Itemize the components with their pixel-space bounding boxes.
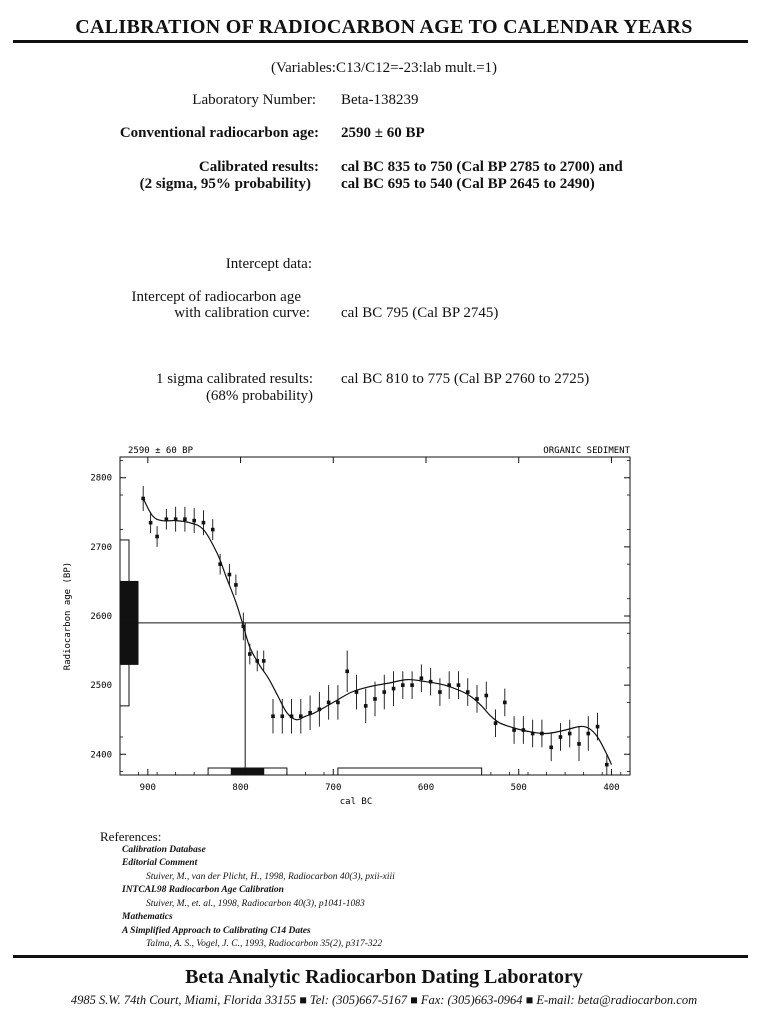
data-point <box>228 573 232 577</box>
data-point <box>174 517 178 521</box>
one-sigma-label-2: (68% probability) <box>205 388 313 404</box>
data-point <box>242 625 246 629</box>
reference-citation: Stuiver, M., et. al., 1998, Radiocarbon 40(3), p1041-1083 <box>146 898 365 909</box>
data-point <box>559 735 563 739</box>
intercept-label-2: with calibration curve: <box>174 305 310 321</box>
data-point <box>512 728 516 732</box>
references <box>100 830 395 952</box>
footer-rule <box>13 955 748 958</box>
data-point <box>327 701 331 705</box>
data-point <box>577 742 581 746</box>
one-sigma-label-1: 1 sigma calibrated results: <box>155 371 313 387</box>
reference-title: INTCAL98 Radiocarbon Age Calibration <box>122 885 284 895</box>
lab-address: 4985 S.W. 74th Court, Miami, Florida 33155 ■ Tel: (305)667-5167 ■ Fax: (305)663-0964 ■ E-mail: beta@radiocarbon.com <box>70 993 698 1007</box>
calibration-chart <box>60 440 660 810</box>
x-tick-label: 500 <box>510 783 527 793</box>
x-axis-label: cal BC <box>339 797 373 807</box>
y-tick-label: 2600 <box>90 612 112 622</box>
data-point <box>345 670 349 674</box>
one-sigma-cal-bar <box>231 768 263 775</box>
conventional-age-label: Conventional radiocarbon age: <box>119 125 319 141</box>
data-point <box>568 732 572 736</box>
chart-title-right: ORGANIC SEDIMENT <box>543 446 630 456</box>
lab-number-value: Beta-138239 <box>341 92 419 108</box>
data-point <box>218 562 222 566</box>
data-point <box>503 701 507 705</box>
data-point <box>234 583 238 587</box>
calibrated-probability-label: (2 sigma, 95% probability) <box>139 176 311 192</box>
y-tick-label: 2800 <box>90 473 112 484</box>
data-point <box>531 732 535 736</box>
data-point <box>141 497 145 501</box>
header-rule <box>13 40 748 43</box>
data-point <box>364 704 368 708</box>
data-point <box>586 732 590 736</box>
data-point <box>192 519 196 523</box>
x-tick-label: 900 <box>139 783 156 793</box>
tick-group <box>90 457 630 793</box>
data-point <box>165 517 169 521</box>
data-point <box>447 683 451 687</box>
intercept-data-label: Intercept data: <box>225 256 312 272</box>
calibration-chart-svg <box>60 440 660 810</box>
data-point <box>318 708 322 712</box>
two-sigma-cal-bar <box>338 768 482 775</box>
probability-bars <box>120 540 482 775</box>
data-point <box>202 521 206 525</box>
x-tick-label: 400 <box>603 783 620 793</box>
data-point <box>540 732 544 736</box>
data-point <box>248 652 252 656</box>
calibrated-label: Calibrated results: <box>198 159 319 175</box>
data-point <box>308 711 312 715</box>
data-point <box>255 659 259 663</box>
plot-frame <box>120 457 630 775</box>
reference-title: Editorial Comment <box>122 858 198 868</box>
lab-name: Beta Analytic Radiocarbon Dating Laboratory <box>185 966 583 988</box>
calibrated-value-1: cal BC 835 to 750 (Cal BP 2785 to 2700) and <box>341 159 623 175</box>
data-point <box>183 517 187 521</box>
data-point <box>355 690 359 694</box>
data-point <box>262 659 266 663</box>
data-point <box>457 683 461 687</box>
x-tick-label: 600 <box>417 783 435 793</box>
x-tick-label: 700 <box>325 783 342 793</box>
y-tick-label: 2500 <box>90 681 112 692</box>
data-point <box>438 690 442 694</box>
reference-citation: Stuiver, M., van der Plicht, H., 1998, Radiocarbon 40(3), pxii-xiii <box>146 871 395 882</box>
reference-title: Calibration Database <box>122 844 206 855</box>
data-point <box>420 676 424 680</box>
data-point <box>549 746 553 750</box>
data-point <box>149 521 153 525</box>
data-point <box>280 714 284 718</box>
y-tick-label: 2400 <box>90 750 112 761</box>
data-point <box>290 714 294 718</box>
data-point <box>373 697 377 701</box>
references-list <box>100 844 395 952</box>
calibration-curve-group <box>143 499 611 765</box>
data-point <box>392 687 396 691</box>
y-axis-label: Radiocarbon age (BP) <box>63 561 73 671</box>
calibrated-value-2: cal BC 695 to 540 (Cal BP 2645 to 2490) <box>341 176 595 192</box>
references-heading: References: <box>100 829 162 844</box>
variables-line: (Variables:C13/C12=-23:lab mult.=1) <box>270 60 498 76</box>
data-point <box>475 697 479 701</box>
y-tick-label: 2700 <box>90 542 112 553</box>
data-point <box>382 690 386 694</box>
data-point <box>596 725 600 729</box>
data-point <box>429 680 433 684</box>
data-point <box>466 690 470 694</box>
data-point <box>271 714 275 718</box>
intercept-value: cal BC 795 (Cal BP 2745) <box>341 305 499 321</box>
one-sigma-value: cal BC 810 to 775 (Cal BP 2760 to 2725) <box>341 371 590 387</box>
data-point <box>299 714 303 718</box>
data-point <box>605 763 609 767</box>
data-point <box>522 728 526 732</box>
reference-title: Mathematics <box>122 912 173 922</box>
data-point <box>410 683 414 687</box>
x-tick-label: 800 <box>232 783 249 793</box>
data-point <box>155 535 159 539</box>
data-point <box>494 721 498 725</box>
reference-citation: Talma, A. S., Vogel, J. C., 1993, Radiocarbon 35(2), p317-322 <box>146 939 383 949</box>
data-point <box>484 694 488 698</box>
data-points-group <box>141 486 608 775</box>
data-point <box>401 683 405 687</box>
calibration-curve <box>143 499 611 765</box>
reference-title: A Simplified Approach to Calibrating C14 Dates <box>122 925 311 936</box>
data-point <box>211 528 215 532</box>
lab-number-label: Laboratory Number: <box>192 92 316 108</box>
data-point <box>336 701 340 705</box>
chart-title-left: 2590 ± 60 BP <box>128 446 194 456</box>
intercept-label-1: Intercept of radiocarbon age <box>131 289 301 305</box>
page-title: CALIBRATION OF RADIOCARBON AGE TO CALENDAR YEARS <box>75 16 693 38</box>
conventional-age-value: 2590 ± 60 BP <box>341 125 425 141</box>
